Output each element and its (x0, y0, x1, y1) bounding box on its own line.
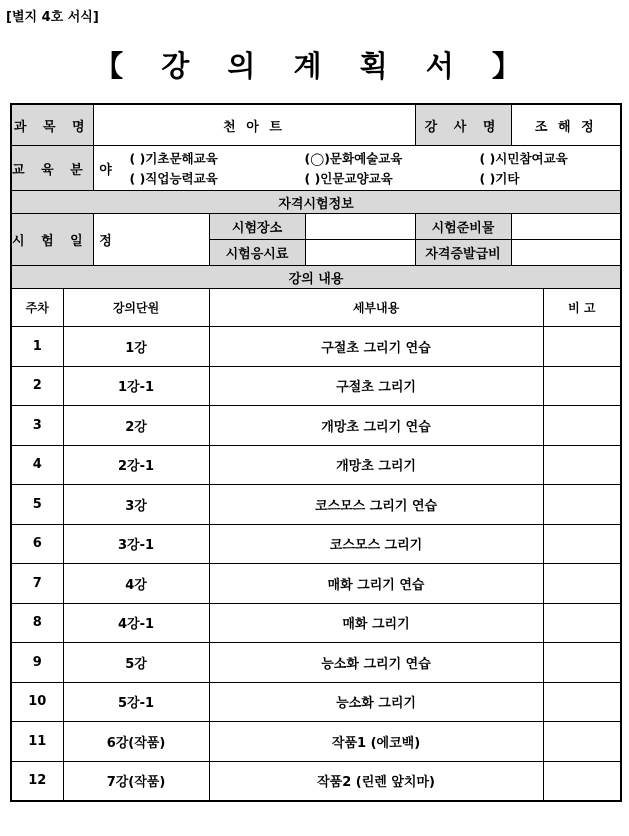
lecture-detail[interactable]: 구절초 그리기 연습 (209, 327, 543, 367)
cert-issue-fee-value[interactable] (511, 240, 621, 266)
weekly-plan-rows (11, 327, 621, 802)
option-vocational[interactable]: ( )직업능력교육 (129, 171, 218, 186)
lecture-unit[interactable]: 3강 (63, 485, 209, 525)
lecture-note[interactable] (543, 603, 621, 643)
lecture-unit[interactable]: 1강-1 (63, 366, 209, 406)
week-number: 5 (11, 485, 63, 525)
subject-label: 과 목 명 (11, 104, 93, 146)
table-row (11, 445, 621, 485)
table-row (11, 761, 621, 801)
lecture-unit[interactable]: 5강-1 (63, 682, 209, 722)
document-title: 【 강 의 계 획 서 】 (94, 49, 535, 83)
lecture-note[interactable] (543, 327, 621, 367)
week-number: 3 (11, 406, 63, 446)
exam-prep-value[interactable] (511, 214, 621, 240)
table-row (11, 485, 621, 525)
table-row (11, 722, 621, 762)
table-row (11, 643, 621, 683)
week-number: 9 (11, 643, 63, 683)
week-number: 10 (11, 682, 63, 722)
lecture-unit[interactable]: 4강 (63, 564, 209, 604)
week-column-header: 주차 (11, 289, 63, 327)
option-other[interactable]: ( )기타 (479, 171, 520, 186)
table-row (11, 603, 621, 643)
lecture-detail[interactable]: 개망초 그리기 연습 (209, 406, 543, 446)
lecture-unit[interactable]: 5강 (63, 643, 209, 683)
lecture-note[interactable] (543, 406, 621, 446)
lecture-unit[interactable]: 1강 (63, 327, 209, 367)
lecture-detail[interactable]: 매화 그리기 (209, 603, 543, 643)
lecture-note[interactable] (543, 761, 621, 801)
option-civic-participation[interactable]: ( )시민참여교육 (479, 151, 568, 166)
lecture-detail[interactable]: 코스모스 그리기 연습 (209, 485, 543, 525)
table-row (11, 682, 621, 722)
form-number-label: [별지 4호 서식] (6, 10, 99, 25)
lecture-note[interactable] (543, 722, 621, 762)
table-row (11, 327, 621, 367)
table-row (11, 524, 621, 564)
option-humanities[interactable]: ( )인문교양교육 (304, 171, 393, 186)
week-number: 7 (11, 564, 63, 604)
option-basic-literacy[interactable]: ( )기초문해교육 (129, 151, 218, 166)
lecture-unit[interactable]: 7강(작품) (63, 761, 209, 801)
lecture-note[interactable] (543, 643, 621, 683)
lecture-content-header: 강의 내용 (11, 266, 621, 289)
lecture-detail[interactable]: 구절초 그리기 (209, 366, 543, 406)
exam-date-label: 시 험 일 정 (11, 214, 93, 266)
week-number: 6 (11, 524, 63, 564)
education-field-options (93, 146, 621, 191)
exam-fee-value[interactable] (305, 240, 415, 266)
lecture-detail[interactable]: 능소화 그리기 연습 (209, 643, 543, 683)
table-row (11, 366, 621, 406)
week-number: 8 (11, 603, 63, 643)
lecture-detail[interactable]: 작품1 (에코백) (209, 722, 543, 762)
lecture-note[interactable] (543, 682, 621, 722)
instructor-value[interactable]: 조 해 정 (511, 104, 621, 146)
lecture-detail[interactable]: 개망초 그리기 (209, 445, 543, 485)
note-column-header: 비 고 (543, 289, 621, 327)
lecture-note[interactable] (543, 485, 621, 525)
cert-issue-fee-label: 자격증발급비 (415, 240, 511, 266)
week-number: 12 (11, 761, 63, 801)
lecture-detail[interactable]: 작품2 (린렌 앞치마) (209, 761, 543, 801)
week-number: 4 (11, 445, 63, 485)
lecture-unit[interactable]: 6강(작품) (63, 722, 209, 762)
subject-value[interactable]: 천 아 트 (93, 104, 415, 146)
table-row (11, 406, 621, 446)
detail-column-header: 세부내용 (209, 289, 543, 327)
lecture-unit[interactable]: 3강-1 (63, 524, 209, 564)
lecture-unit[interactable]: 2강-1 (63, 445, 209, 485)
lecture-unit[interactable]: 2강 (63, 406, 209, 446)
lecture-note[interactable] (543, 564, 621, 604)
exam-fee-label: 시험응시료 (209, 240, 305, 266)
week-number: 11 (11, 722, 63, 762)
week-number: 2 (11, 366, 63, 406)
table-row (11, 564, 621, 604)
lecture-note[interactable] (543, 524, 621, 564)
exam-prep-label: 시험준비물 (415, 214, 511, 240)
exam-place-label: 시험장소 (209, 214, 305, 240)
lecture-detail[interactable]: 코스모스 그리기 (209, 524, 543, 564)
lecture-detail[interactable]: 매화 그리기 연습 (209, 564, 543, 604)
lecture-note[interactable] (543, 445, 621, 485)
exam-place-value[interactable] (305, 214, 415, 240)
cert-exam-info-header: 자격시험정보 (11, 191, 621, 214)
lecture-note[interactable] (543, 366, 621, 406)
lecture-unit[interactable]: 4강-1 (63, 603, 209, 643)
unit-column-header: 강의단원 (63, 289, 209, 327)
lecture-detail[interactable]: 능소화 그리기 (209, 682, 543, 722)
week-number: 1 (11, 327, 63, 367)
lecture-plan-table (10, 103, 622, 802)
option-culture-arts[interactable]: (◯)문화예술교육 (304, 151, 403, 166)
education-field-label: 교 육 분 야 (11, 146, 93, 191)
instructor-label: 강 사 명 (415, 104, 511, 146)
